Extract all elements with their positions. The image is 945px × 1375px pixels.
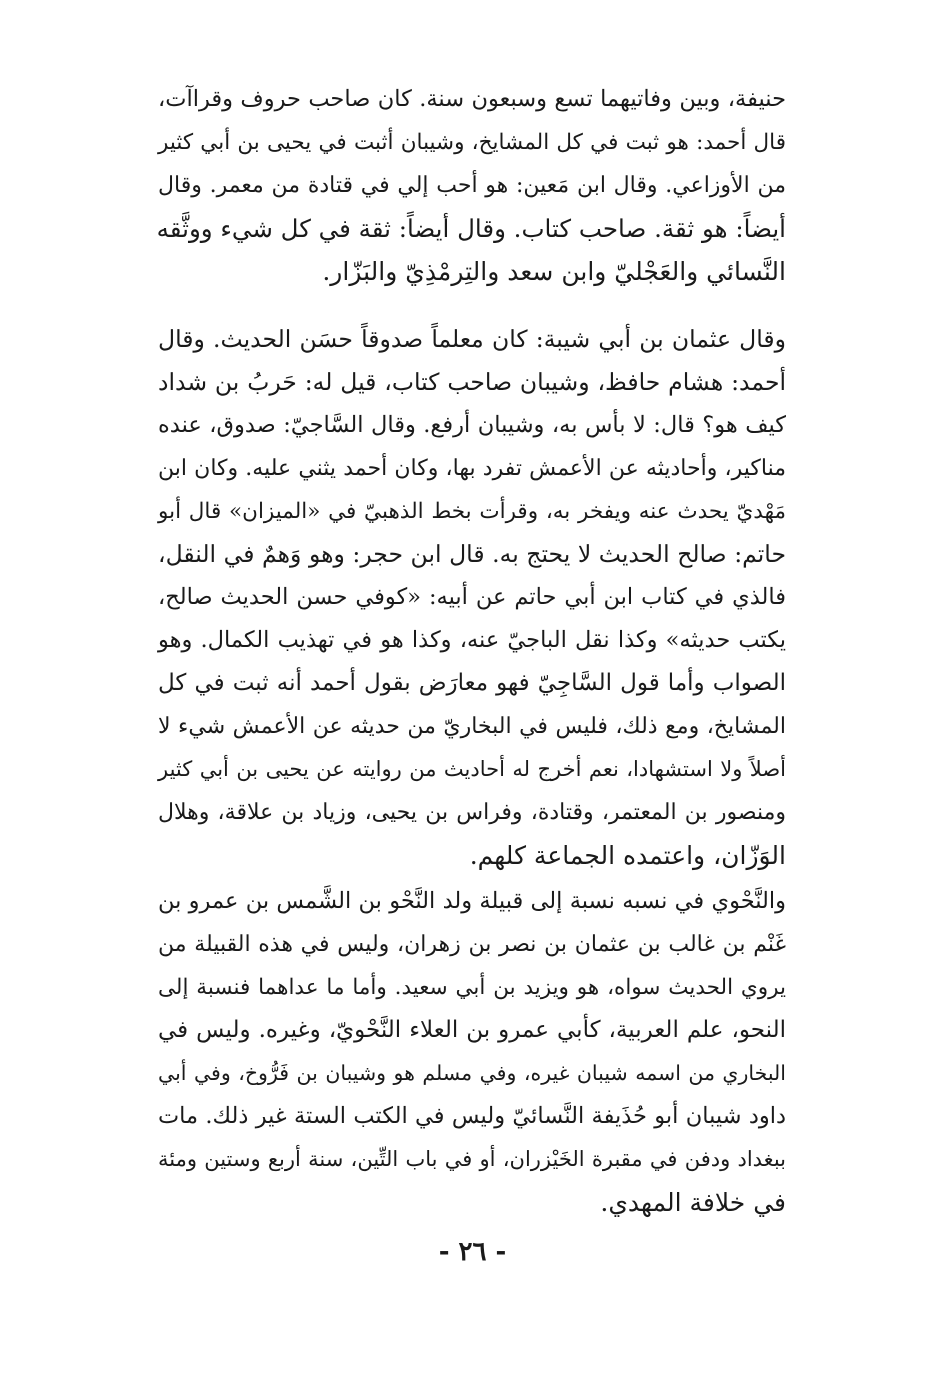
text-line: أحمد: هشام حافظ، وشيبان صاحب كتاب، قيل له: حَربُ بن شداد (158, 368, 786, 396)
text-line: النحو، علم العربية، كأبي عمرو بن العلاء النَّحْويّ، وغيره. وليس في (158, 1017, 786, 1043)
paragraph-3 (158, 880, 786, 1224)
text-line: فالذي في كتاب ابن أبي حاتم عن أبيه: «كوفي حسن الحديث صالح، (158, 584, 786, 610)
text-line: الصواب وأما قول السَّاجِيّ فهو معارَض بقول أحمد أنه ثبت في كل (158, 670, 786, 696)
text-line: النَّسائي والعَجْليّ وابن سعد والتِرمْذِيّ والبَزّار. (322, 257, 786, 286)
text-line: في خلافة المهدي. (600, 1188, 786, 1217)
text-line: الوَزّان، واعتمده الجماعة كلهم. (469, 841, 786, 870)
text-line: البخاري من اسمه شيبان غيره، وفي مسلم هو وشيبان بن فَرُّوخ، وفي أبي (158, 1061, 786, 1085)
text-line: من الأوزاعي. وقال ابن مَعين: هو أحب إلي في قتادة من معمر. وقال (158, 173, 786, 198)
text-line: ومنصور بن المعتمر، وقتادة، وفراس بن يحيى، وزياد بن علاقة، وهلال (158, 800, 786, 825)
text-line: قال أحمد: هو ثبت في كل المشايخ، وشيبان أثبت في يحيى بن أبي كثير (158, 130, 786, 155)
text-line: داود شيبان أبو حُذَيفة النَّسائيّ وليس في الكتب الستة غير ذلك. مات (158, 1103, 786, 1129)
text-line: غَنْم بن غالب بن عثمان بن نصر بن زهران، وليس في هذه القبيلة من (158, 932, 786, 957)
text-line: ببغداد ودفن في مقبرة الخَيْزران، أو في باب التِّين، سنة أربع وستين ومئة (158, 1147, 786, 1171)
text-line: أصلاً ولا استشهادا، نعم أخرج له أحاديث من روايته عن يحيى بن أبي كثير (158, 757, 786, 781)
text-line: حنيفة، وبين وفاتيهما تسع وسبعون سنة. كان صاحب حروف وقراآت، (158, 86, 786, 112)
paragraph-1 (158, 78, 786, 293)
text-line: مناكير، وأحاديثه عن الأعمش تفرد بها، وكان أحمد يثني عليه. وكان ابن (158, 456, 786, 481)
text-line: حاتم: صالح الحديث لا يحتج به. قال ابن حجر: وهو وَهمٌ في النقل، (158, 540, 786, 568)
text-line: وقال عثمان بن أبي شيبة: كان معلماً صدوقاً حسَن الحديث. وقال (158, 325, 786, 353)
page-number: - ٢٦ - (438, 1237, 507, 1267)
text-line: والنَّحْوي في نسبه نسبة إلى قبيلة ولد النَّحْو بن الشَّمس بن عمرو بن (158, 888, 786, 914)
text-line: يكتب حديثه» وكذا نقل الباجيّ عنه، وكذا هو في تهذيب الكمال. وهو (158, 627, 786, 653)
text-line: أيضاً: هو ثقة. صاحب كتاب. وقال أيضاً: ثقة في كل شيء ووثَّقه (156, 214, 786, 243)
paragraph-2 (158, 318, 786, 877)
text-line: كيف هو؟ قال: لا بأس به، وشيبان أرفع. وقال السَّاجيّ: صدوق، عنده (158, 412, 786, 438)
text-line: يروي الحديث سواه، هو ويزيد بن أبي سعيد. وأما ما عداهما فنسبة إلى (158, 975, 786, 1000)
text-line: مَهْديّ يحدث عنه ويفخر به، وقرأت بخط الذهبيّ في «الميزان» قال أبو (158, 499, 786, 524)
text-line: المشايخ، ومع ذلك، فليس في البخاريّ من حديثه عن الأعمش شيء لا (158, 714, 786, 739)
